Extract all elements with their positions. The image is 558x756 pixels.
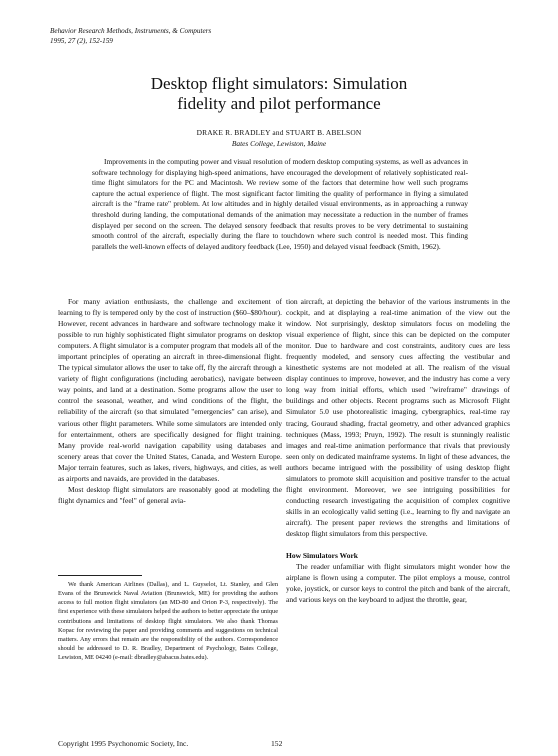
abstract-text: Improvements in the computing power and visual resolution of modern desktop computing systems, as well as advances in software technology for displaying high-speed animations, have encouraged the development of relatively sophisticated real-time flight simulators for the PC and Macintosh. We review some of the factors that determine how well such programs capture the actual experience of flight. The most significant factor limiting the quality of performance in flying a simulated aircraft is the "frame rate" problem. At low altitudes and in highly detailed visual environments, as in approaching a runway threshold during landing, the computational demands of the animation may necessitate a reduction in the number of frames displayed per second on the screen. The delayed sensory feedback that results proves to be very detrimental to sustaining smooth control of the aircraft, especially during the flare to touchdown where such control is needed most. This finding parallels the well-known effects of delayed auditory feedback (Lee, 1950) and delayed visual feedback (Smith, 1962).: [92, 157, 468, 251]
title-line-2: fidelity and pilot performance: [177, 94, 381, 113]
body-column-right: [286, 296, 510, 605]
title-line-1: Desktop flight simulators: Simulation: [150, 74, 408, 93]
journal-header: [50, 27, 211, 46]
journal-citation: 1995, 27 (2), 152-159: [50, 36, 113, 45]
section-heading: How Simulators Work: [286, 551, 358, 561]
page-number: 152: [271, 739, 283, 748]
footnote-divider: [58, 575, 142, 576]
acknowledgment-text: We thank American Airlines (Dallas), and L. Guyselot, Lt. Stanley, and Glen Evans of the Brunswick Naval Aviation (Brunswick, ME) for providing the authors access to full motion flight simulators (an MD-80 and Orion P-3, respectively). The first experience with these simulators helped the authors to better appreciate the unique contributions and limitations of desktop flight simulators. We also thank Thomas Kopac for reviewing the paper and providing comments and suggestions on technical matters. Any errors that remain are the responsibility of the authors. Correspondence should be addressed to D. R. Bradley, Department of Psychology, Bates College, Lewiston, ME 04240 (e-mail: dbradley@abacus.bates.edu).: [58, 581, 278, 662]
paper-title: [0, 74, 558, 114]
body-column-left: [58, 296, 282, 506]
body-paragraph: The reader unfamiliar with flight simulators might wonder how the airplane is flown using a computer. The pilot employs a mouse, control yoke, joystick, or cursor keys to control the pitch and bank of the aircraft, and various keys on the keyboard to adjust the throttle, gear,: [286, 562, 510, 605]
acknowledgment-footnote: [58, 580, 278, 662]
abstract: [92, 157, 468, 252]
affiliation: Bates College, Lewiston, Maine: [231, 139, 327, 148]
body-paragraph: Most desktop flight simulators are reasonably good at modeling the flight dynamics and "feel" of general avia-: [58, 484, 282, 505]
body-paragraph: For many aviation enthusiasts, the challenge and excitement of learning to fly is tempered only by the cost of instruction ($60–$80/hour). However, recent advances in hardware and software technology make it possible to run highly sophisticated flight simulator programs on desktop computers. A flight simulator is a computer program that models all of the important principles of operating an aircraft in three-dimensional flight. The typical simulator allows the user to take off, fly the aircraft through a variety of flight configurations (including aerobatics), navigate between way points, and land at a destination. Some programs allow the user to control the seasonal, weather, and wind conditions of the flight, the reliability of the aircraft (so that simulated "emergencies" can arise), and various other flight parameters. While some simulators are intended only for entertainment, others are specifically designed for flight training. Many provide real-world navigation capability using databases and scenery areas that cover the United States, Canada, and Western Europe. Major terrain features, such as lakes, rivers, highways, and cities, as well as airports and navaids, are provided in the databases.: [58, 297, 282, 483]
copyright-notice: Copyright 1995 Psychonomic Society, Inc.: [58, 739, 189, 748]
authors: DRAKE R. BRADLEY and STUART B. ABELSON: [196, 128, 362, 137]
journal-name: Behavior Research Methods, Instruments, & Computers: [50, 27, 212, 35]
body-paragraph: tion aircraft, at depicting the behavior of the various instruments in the cockpit, and at displaying a real-time animation of the view out the window. Not surprisingly, desktop simulators focus on modeling the visual experience of flight, since this can be depicted on the computer monitor. Due to hardware and cost constraints, auditory cues are less frequently modeled, and sensory cues affecting the vestibular and kinesthetic systems are not modeled at all. The realism of the visual display continues to improve, however, and the industry has come a very long way from initial efforts, which used "wireframe" drawings of buildings and other objects. Recent programs such as Microsoft Flight Simulator 5.0 use photorealistic imaging, cybergraphics, real-time ray tracing, Gouraud shading, fractal geometry, and other advanced graphics techniques (Mass, 1993; Pruyn, 1992). The result is stunningly realistic images and real-time animation performance that rivals that previously seen only on dedicated mainframe systems. In light of these advances, the authors became intrigued with the possibility of using desktop flight simulators to promote skill acquisition and positive transfer to the actual flight environment. Moreover, we see intriguing possibilities for conducting research investigating the acquisition of complex cognitive skills in an ecologically valid setting (i.e., learning to fly and navigate an aircraft). The present paper reviews the strengths and limitations of desktop flight simulators from this perspective.: [286, 297, 510, 538]
